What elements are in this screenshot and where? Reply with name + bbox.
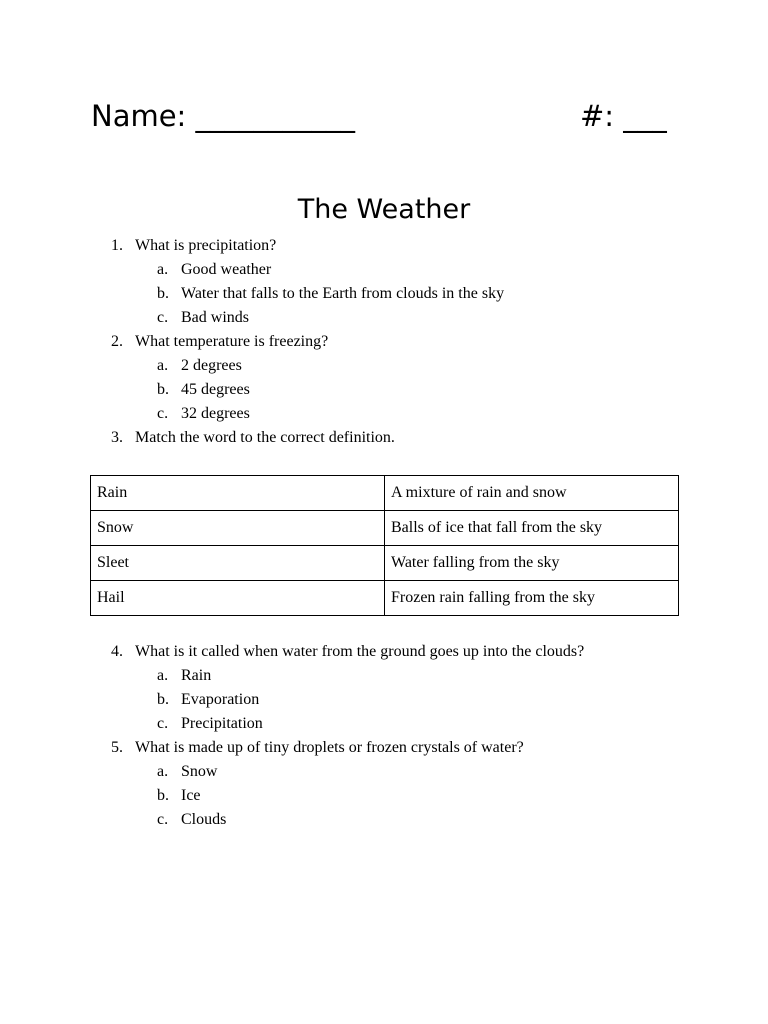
worksheet-title: The Weather [297, 194, 471, 225]
table-row [91, 511, 679, 546]
question-2-option-a [157, 354, 242, 378]
question-5-option-a [157, 760, 217, 784]
question-number: 4. [111, 643, 123, 660]
match-word: Snow [91, 511, 385, 546]
question-text: Match the word to the correct definition. [135, 429, 395, 446]
option-letter: c. [157, 309, 169, 326]
question-4-option-c [157, 712, 263, 736]
student-number-field[interactable]: #: ___ [580, 99, 667, 133]
match-definition: Water falling from the sky [385, 546, 679, 581]
question-text: What temperature is freezing? [135, 333, 329, 350]
table-row [91, 476, 679, 511]
option-text: Ice [181, 787, 201, 804]
option-letter: b. [157, 285, 169, 302]
match-word: Rain [91, 476, 385, 511]
question-1-option-b [157, 282, 504, 306]
question-number: 2. [111, 333, 123, 350]
option-text: Rain [181, 667, 212, 684]
question-2 [111, 330, 328, 354]
question-3 [111, 426, 395, 450]
name-field[interactable]: Name: ___________ [91, 99, 356, 133]
question-5-option-b [157, 784, 201, 808]
question-text: What is made up of tiny droplets or frozen crystals of water? [135, 739, 524, 756]
option-letter: b. [157, 787, 169, 804]
table-row [91, 581, 679, 616]
question-1-option-c [157, 306, 249, 330]
option-letter: a. [157, 763, 169, 780]
question-2-option-c [157, 402, 250, 426]
option-letter: c. [157, 811, 169, 828]
option-text: Clouds [181, 811, 227, 828]
option-text: Evaporation [181, 691, 260, 708]
option-text: Water that falls to the Earth from clouds in the sky [181, 285, 505, 302]
option-text: 45 degrees [181, 381, 250, 398]
match-definition: A mixture of rain and snow [385, 476, 679, 511]
match-definition: Balls of ice that fall from the sky [385, 511, 679, 546]
match-word: Hail [91, 581, 385, 616]
option-text: Precipitation [181, 715, 263, 732]
question-1-option-a [157, 258, 271, 282]
option-letter: c. [157, 715, 169, 732]
option-text: Snow [181, 763, 218, 780]
option-letter: a. [157, 667, 169, 684]
question-text: What is it called when water from the ground goes up into the clouds? [135, 643, 585, 660]
option-text: 32 degrees [181, 405, 250, 422]
option-letter: b. [157, 381, 169, 398]
option-text: Good weather [181, 261, 272, 278]
matching-table [90, 475, 679, 616]
question-number: 1. [111, 237, 123, 254]
question-number: 3. [111, 429, 123, 446]
question-4-option-b [157, 688, 259, 712]
option-letter: a. [157, 261, 169, 278]
match-word: Sleet [91, 546, 385, 581]
question-number: 5. [111, 739, 123, 756]
table-row [91, 546, 679, 581]
option-text: 2 degrees [181, 357, 242, 374]
match-definition: Frozen rain falling from the sky [385, 581, 679, 616]
option-letter: a. [157, 357, 169, 374]
option-letter: b. [157, 691, 169, 708]
question-4 [111, 640, 584, 664]
question-text: What is precipitation? [135, 237, 277, 254]
question-5 [111, 736, 524, 760]
option-text: Bad winds [181, 309, 249, 326]
question-4-option-a [157, 664, 211, 688]
question-2-option-b [157, 378, 250, 402]
question-5-option-c [157, 808, 226, 832]
option-letter: c. [157, 405, 169, 422]
question-1 [111, 234, 276, 258]
